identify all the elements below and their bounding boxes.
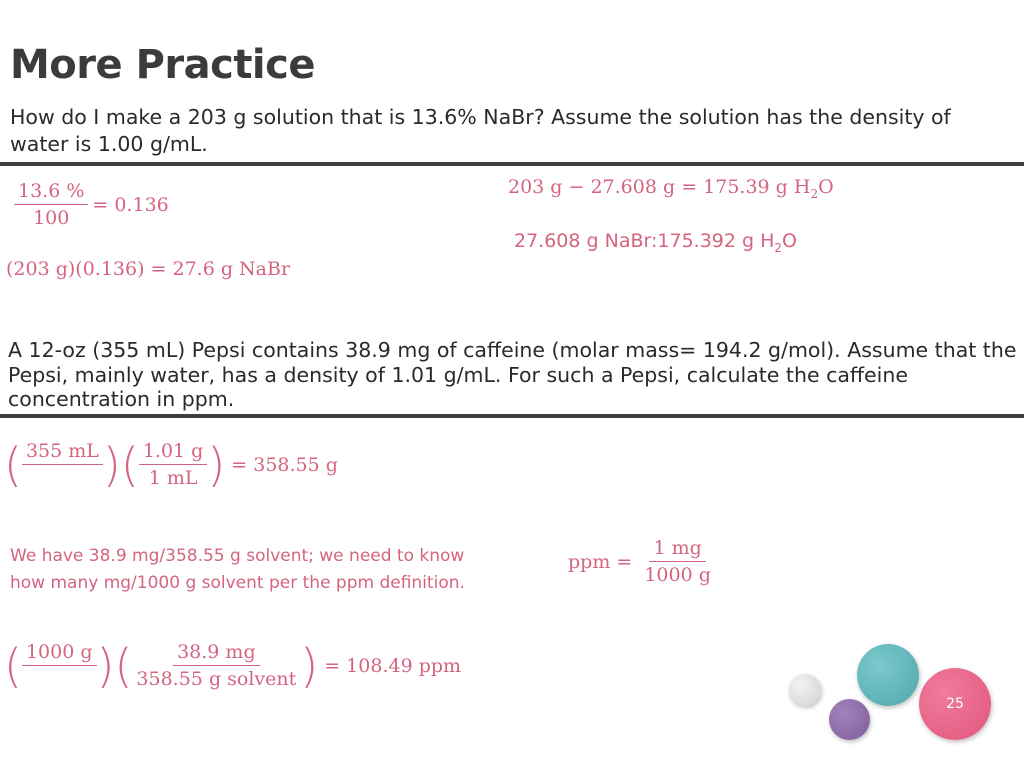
ppm-numerator: 1 mg — [649, 537, 705, 562]
decorative-purple-circle — [829, 699, 870, 740]
mass-conversion-equation — [4, 437, 338, 492]
final-factor-term — [22, 641, 97, 690]
subtraction-text: 203 g − 27.608 g = 175.39 g H — [508, 176, 811, 198]
problem1-question-line1: How do I make a 203 g solution that is 13.6% NaBr? Assume the solution has the density of — [10, 105, 951, 129]
ppm-note-line2: how many mg/1000 g solvent per the ppm definition. — [10, 573, 465, 593]
final-numerator: 38.9 mg — [173, 641, 260, 666]
ppm-fraction — [640, 537, 715, 586]
ppm-note — [10, 543, 465, 597]
left-paren: ( — [114, 638, 133, 693]
right-paren: ) — [102, 437, 121, 492]
right-paren: ) — [96, 638, 115, 693]
decorative-teal-circle — [857, 644, 919, 706]
ratio-subscript: 2 — [774, 240, 783, 255]
page-number-circle — [919, 668, 991, 740]
density-fraction — [139, 440, 208, 489]
percent-result: = 0.136 — [92, 193, 169, 216]
mass-product-equation: (203 g)(0.136) = 27.6 g NaBr — [6, 258, 291, 280]
problem1-question-line2: water is 1.00 g/mL. — [10, 132, 208, 156]
ratio-suffix: O — [782, 230, 797, 252]
ppm-denominator: 1000 g — [644, 564, 711, 586]
ratio-text: 27.608 g NaBr:175.392 g H — [514, 230, 775, 252]
final-result: = 108.49 ppm — [324, 654, 462, 677]
percent-denominator: 100 — [33, 207, 70, 229]
percent-numerator: 13.6 % — [14, 180, 88, 205]
problem2-question-line1: A 12-oz (355 mL) Pepsi contains 38.9 mg of caffeine (molar mass= 194.2 g/mol). Assume that the — [8, 338, 1017, 362]
subtraction-equation — [508, 176, 834, 201]
left-paren: ( — [4, 638, 22, 693]
final-factor-value: 1000 g — [22, 641, 97, 666]
ppm-definition — [568, 537, 715, 586]
volume-value: 355 mL — [22, 440, 103, 465]
left-paren: ( — [4, 437, 22, 492]
decorative-gray-circle — [789, 674, 821, 706]
percent-fraction — [14, 180, 88, 229]
problem2-question-line3: concentration in ppm. — [8, 387, 235, 411]
problem2-question — [8, 338, 1016, 412]
problem2-question-line2: Pepsi, mainly water, has a density of 1.01 g/mL. For such a Pepsi, calculate the caffeine — [8, 362, 908, 387]
problem1-question — [10, 104, 951, 158]
slide-title: More Practice — [10, 42, 315, 88]
left-paren: ( — [120, 437, 139, 492]
divider-middle — [0, 414, 1024, 418]
density-numerator: 1.01 g — [139, 440, 208, 465]
volume-term — [22, 440, 103, 489]
final-ppm-equation — [4, 638, 462, 693]
divider-top — [0, 162, 1024, 166]
right-paren: ) — [207, 437, 226, 492]
page-number: 25 — [946, 696, 964, 712]
ppm-label: ppm = — [568, 550, 633, 573]
density-denominator: 1 mL — [148, 467, 198, 489]
final-fraction — [132, 641, 300, 690]
subtraction-suffix: O — [818, 176, 834, 198]
percent-fraction-equation — [14, 180, 169, 229]
final-denominator: 358.55 g solvent — [136, 668, 297, 690]
right-paren: ) — [300, 638, 319, 693]
ppm-note-line1: We have 38.9 mg/358.55 g solvent; we need to know — [10, 546, 465, 566]
ratio-statement — [514, 230, 797, 255]
subtraction-subscript: 2 — [810, 186, 819, 201]
mass-result: = 358.55 g — [231, 453, 338, 476]
